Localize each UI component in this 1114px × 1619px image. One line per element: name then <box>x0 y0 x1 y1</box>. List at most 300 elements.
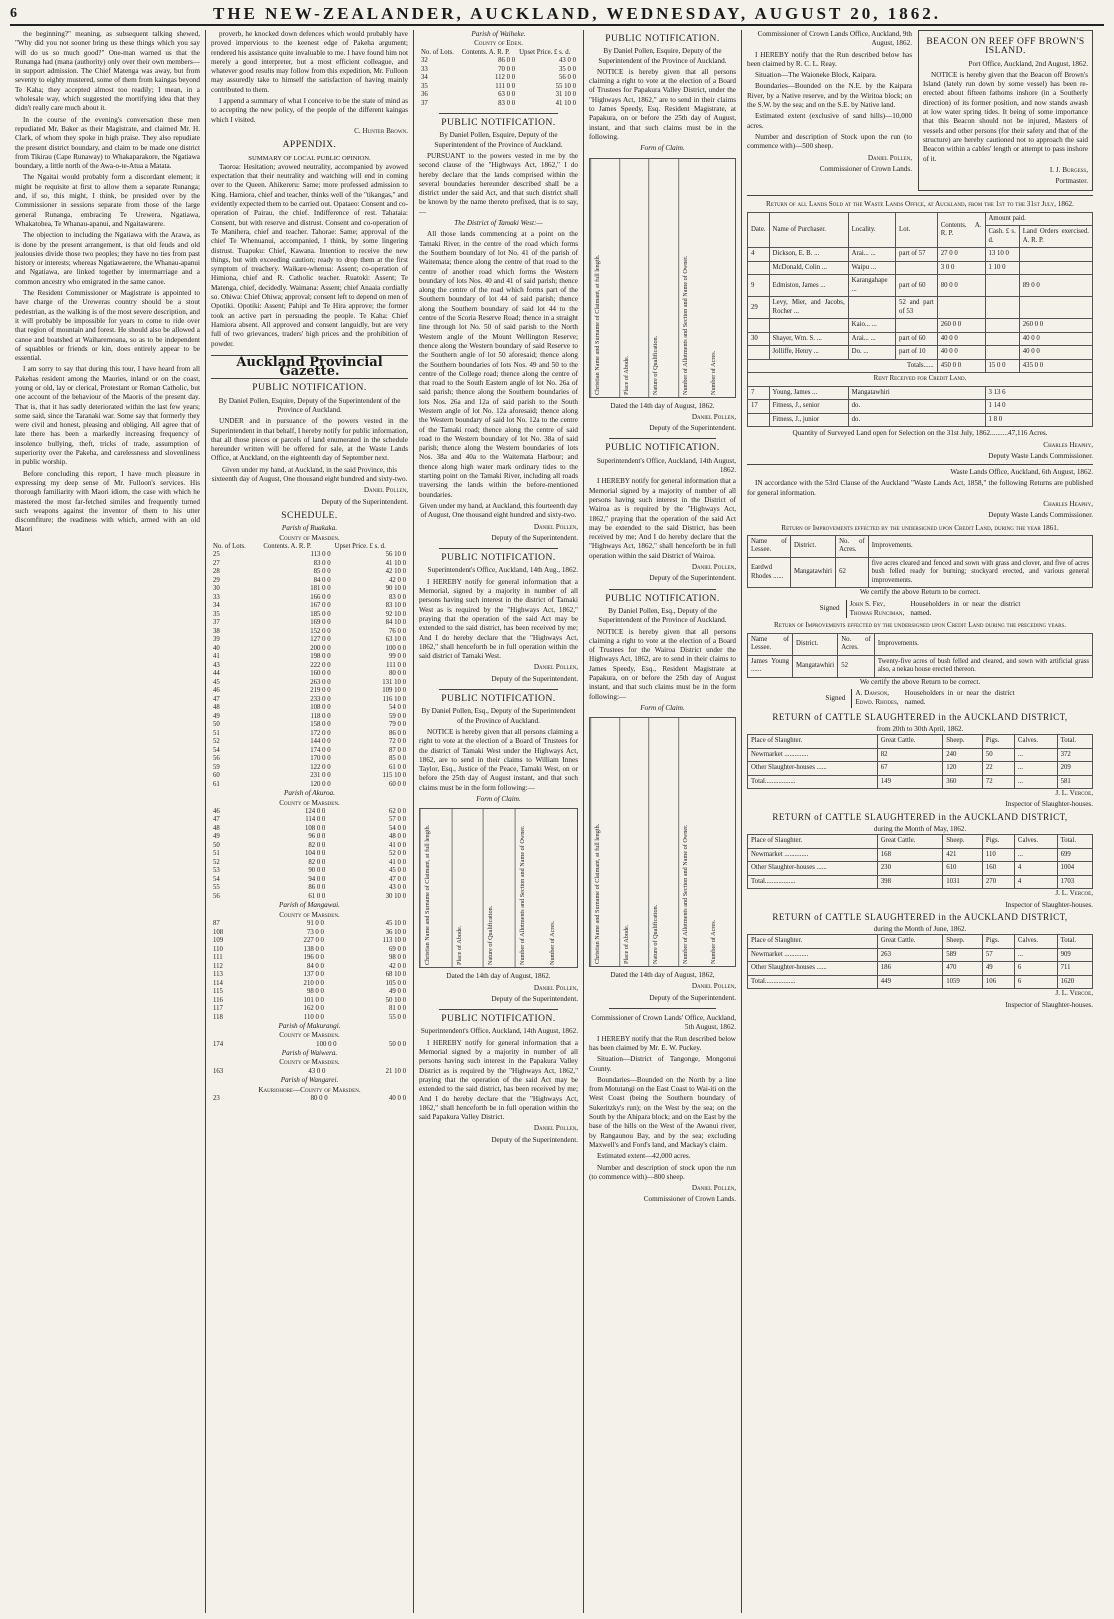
table-cell: 398 <box>877 875 942 889</box>
table-cell: part of 60 <box>896 275 938 297</box>
table-cell: 57 0 0 <box>389 816 406 824</box>
lot-row <box>211 568 408 577</box>
certify-line: We certify the above Return to be correct. <box>859 677 981 686</box>
table-cell: 115 10 0 <box>382 772 406 780</box>
table-cell: 233 0 0 <box>310 695 331 703</box>
signature-title: Deputy of the Superintendent. <box>321 497 408 506</box>
table-cell: 174 <box>213 1040 224 1048</box>
table-cell: ... <box>1014 762 1057 776</box>
table-cell: 174 0 0 <box>310 746 331 754</box>
lot-row <box>211 971 408 980</box>
lot-row <box>211 781 408 790</box>
table-cell: 131 10 0 <box>382 678 406 686</box>
lot-row <box>419 100 578 109</box>
table-cell <box>748 346 770 360</box>
signature: Daniel Pollen, <box>533 522 578 531</box>
lot-row <box>211 585 408 594</box>
table-cell: 85 0 0 <box>313 568 331 576</box>
table-cell: 152 0 0 <box>310 627 331 635</box>
table-cell: 196 0 0 <box>303 954 324 962</box>
table-cell: 34 <box>213 602 220 610</box>
lot-row <box>211 884 408 893</box>
table-cell: 260 0 0 <box>1019 319 1092 333</box>
table-cell: 122 0 0 <box>310 763 331 771</box>
claim-form <box>589 717 736 967</box>
table-cell: 46 <box>213 687 220 695</box>
signatories <box>747 689 1093 708</box>
table-cell: 50 0 0 <box>389 1040 406 1048</box>
table-total-row <box>748 975 1093 989</box>
table-cell: do. <box>848 413 985 427</box>
table-cell: 172 0 0 <box>310 729 331 737</box>
table-total-row <box>748 775 1093 789</box>
table-cell: 82 0 0 <box>308 841 326 849</box>
table-cell: Jolliffe, Henry ... <box>769 346 848 360</box>
appendix-subheading: SUMMARY OF LOCAL PUBLIC OPINION. <box>248 154 371 162</box>
signatory-role: Householders in or near the district named. <box>904 688 1015 707</box>
table-cell: 92 10 0 <box>385 610 406 618</box>
lot-row <box>211 1068 408 1077</box>
table-cell: 63 0 0 <box>498 91 516 99</box>
lot-row <box>211 619 408 628</box>
article-paragraph: The Resident Commissioner or Magistrate is appointed to have charge of the Ureweras country should be a stout pedestrian, as the walking is of the most severe description, and it will probably be impossible for years to come to ride over that region of mountain and forest. He should also be allowed a canoe and boatshed at Waiharemoana, so as to be independent of squabbles or friends or kin, does entirely appear to be essential. <box>15 289 200 363</box>
notice-body: I HEREBY notify for general information that a Memorial signed by a majority in number of all persons having such interest in the Papakura Valley District as is required by the "Highways Act, 1862," praying that the operation of the said Act may be extended to the said district, has been received by me; And I do hereby declare that the "Highways Act, 1862," shall henceforth be in full operation within the said Papakura Valley District. <box>419 1038 578 1122</box>
table-header-cell: Name of Purchaser. <box>769 212 848 248</box>
table-cell: 110 <box>982 848 1014 862</box>
return-heading: Return of all Lands Sold at the Waste Lands Office, at Auckland, from the 1st to the 31st July, 1862. <box>766 200 1074 209</box>
notice-byline: By Daniel Pollen, Esquire, Deputy of the Superintendent of the Province of Auckland. <box>218 396 401 414</box>
notice-body: NOTICE is hereby given that all persons claiming a right to vote at the election of a Board of Trustees for the Wairoa District under the Highways Act, 1862, are to send in their claims to James Speedy, Esq., Resident Magistrate at Papakura, on or before the 25th day of August instant, and that such claims must be in the form following:— <box>589 627 736 701</box>
table-cell: 581 <box>1057 775 1092 789</box>
return-heading: Return of Improvements effected by the undersigned upon Credit Land during the preceding years. <box>773 621 1067 630</box>
cattle-row <box>748 748 1093 762</box>
table-cell: 98 0 0 <box>306 988 324 996</box>
cattle-row <box>748 948 1093 962</box>
signature: Charles Heaphy, <box>1043 500 1093 509</box>
table-cell: 41 <box>213 653 220 661</box>
cattle-table <box>747 834 1093 889</box>
table-cell: 1004 <box>1057 862 1092 876</box>
table-cell: 47 <box>213 695 220 703</box>
table-cell: 39 <box>213 636 220 644</box>
table-cell: 109 10 0 <box>382 687 406 695</box>
table-cell: Dickson, E. B. ... <box>769 248 848 262</box>
table-cell: 113 0 0 <box>310 551 331 559</box>
table-cell: 90 10 0 <box>385 585 406 593</box>
table-cell: 105 0 0 <box>385 979 406 987</box>
table-cell <box>748 319 770 333</box>
table-cell: 81 0 0 <box>389 1005 406 1013</box>
table-cell: 48 0 0 <box>389 833 406 841</box>
table-cell <box>1019 297 1092 319</box>
cattle-row <box>748 762 1093 776</box>
table-cell: 610 <box>943 862 983 876</box>
table-cell: 68 10 0 <box>385 971 406 979</box>
table-cell: 49 <box>213 833 220 841</box>
lot-row <box>211 551 408 560</box>
table-header-cell: Amount paid. <box>985 212 1093 226</box>
table-cell: 144 0 0 <box>310 738 331 746</box>
lot-row <box>211 850 408 859</box>
table-cell: 37 <box>421 99 428 107</box>
lot-row <box>211 1095 408 1104</box>
table-cell: 1 10 0 <box>985 261 1019 275</box>
table-header-cell: Total. <box>1057 835 1092 849</box>
column-4 <box>584 30 742 1613</box>
lot-row <box>211 755 408 764</box>
article-paragraph: I am sorry to say that during this tour, I have heard from all Pakehas resident among the Maories, inland or on the coast, young or old, lay or clerical, Protestant or Roman Catholic, but one account of the behaviour of the Maoris of the present day. That is, that it has sadly deteriorated within the last few years; some said, since the Taranaki war. Some say that formerly they were civil and honest, pleasing and obliging. All agree that of late there has been a markedly increasing frequency of insolence bullying, theft, tricks of trade, assumption of superiority over the Pakeha, and carelessness and slovenliness in public worship. <box>15 365 200 467</box>
table-cell: 43 0 0 <box>559 57 576 65</box>
table-cell: 45 10 0 <box>385 920 406 928</box>
notice-body: I HEREBY notify that the Run described below has been claimed by R. C. L. Reay. <box>747 50 912 68</box>
table-cell: 138 0 0 <box>303 945 324 953</box>
table-cell: 435 0 0 <box>1019 359 1092 373</box>
column-3 <box>414 30 584 1613</box>
table-cell: 101 0 0 <box>303 996 324 1004</box>
table-cell: Fitness, J., senior <box>769 400 848 414</box>
county-heading: County of Marsden. <box>279 1058 340 1067</box>
table-cell: 198 0 0 <box>310 653 331 661</box>
form-heading: Form of Claim. <box>640 703 685 712</box>
county-heading: County of Marsden. <box>279 798 340 807</box>
table-cell: 83 0 0 <box>389 593 406 601</box>
table-cell: 162 0 0 <box>303 1005 324 1013</box>
table-cell: 35 <box>213 610 220 618</box>
lot-row <box>211 808 408 817</box>
signature-title: Portmaster. <box>1055 177 1088 186</box>
table-cell: 43 0 0 <box>389 884 406 892</box>
table-cell: 83 0 0 <box>498 99 516 107</box>
cattle-row <box>748 862 1093 876</box>
table-cell: 711 <box>1057 962 1092 976</box>
form-column: Number of Acres. <box>549 921 557 966</box>
table-row <box>748 655 1093 677</box>
signatory-names <box>846 600 905 619</box>
table-cell: Newmarket .............. <box>748 848 878 862</box>
form-column: Number of Allotments and Section and Name of Owner. <box>678 159 707 397</box>
notice-dated: Dated the 14th day of August, 1862. <box>610 401 715 410</box>
table-cell: 1059 <box>943 975 983 989</box>
lot-row <box>211 628 408 637</box>
table-header-cell: Name of Lessee. <box>748 633 793 655</box>
table-cell: 51 <box>213 850 220 858</box>
table-cell: 82 0 0 <box>308 858 326 866</box>
parish-heading: Parish of Ruakaka. <box>281 524 338 533</box>
table-cell: Total.................. <box>748 775 878 789</box>
table-cell: 98 0 0 <box>389 954 406 962</box>
table-cell: 32 <box>421 57 428 65</box>
district-name: The District of Tamaki West:— <box>454 219 543 228</box>
table-cell: 3 0 0 <box>937 261 985 275</box>
table-cell: 113 10 0 <box>382 937 406 945</box>
notice-body: NOTICE is hereby given that all persons claiming a right to vote at the election of a Board of Trustees for Papakura Valley District, under the "Highways Act, 1862," are to send in their claims to James Speedy, Esq. Resident Magistrate, at Papakura, on or before the 25th day of August, instant, and that such claims must be in the following. <box>589 67 736 141</box>
table-cell: 4 <box>748 248 770 262</box>
signature-title: Inspector of Slaughter-houses. <box>1005 800 1093 809</box>
gazette-heading: Auckland Provincial Gazette. <box>211 355 408 380</box>
table-cell: 163 <box>213 1067 224 1075</box>
table-cell: 33 <box>213 593 220 601</box>
lot-row <box>211 920 408 929</box>
signed-label: Signed <box>819 604 840 613</box>
table-cell: 450 0 0 <box>937 359 985 373</box>
table-cell: 1 14 0 <box>985 400 1093 414</box>
credit-land-heading: Rent Received for Credit Land. <box>748 373 1093 387</box>
signature-title: Deputy of the Superintendent. <box>649 574 736 583</box>
table-cell: 54 0 0 <box>389 824 406 832</box>
notice-body: NOTICE is hereby given that all persons claiming a right to vote at the election of a Board of Trustees for the district of Tamaki West under the Highways Act, 1862, are to send in their claims to William Innes Taylor, Esq., Justice of the Peace, Tamaki West, on or before the 25th day of August instant, and that such claims must be in the form following:— <box>419 727 578 792</box>
table-cell: 34 <box>421 74 428 82</box>
signatories <box>747 600 1093 619</box>
table-cell: Waipu ... <box>848 261 895 275</box>
lot-row <box>211 988 408 997</box>
lots-table <box>211 1041 408 1050</box>
signature: J. L. Vercoe, <box>1055 989 1093 998</box>
lot-row <box>211 893 408 902</box>
table-cell: 112 <box>213 962 223 970</box>
parish-heading: Parish of Wangarei. <box>280 1076 339 1085</box>
table-cell: 100 0 0 <box>385 644 406 652</box>
table-cell: Edmiston, James ... <box>769 275 848 297</box>
table-cell: 96 0 0 <box>308 833 326 841</box>
notice-heading: PUBLIC NOTIFICATION. <box>252 383 367 394</box>
table-cell: 35 <box>421 82 428 90</box>
table-cell: 99 0 0 <box>389 653 406 661</box>
table-header-cell: Land Orders exercised. A. R. P. <box>1019 226 1092 248</box>
article-paragraph: In the course of the evening's conversation these men repudiated Mr. Baker as their Magistrate, and claimed Mr. H. Clark, of whom they spoke in high praise. They also repudiate the present district boundary, and claim to be made one district from Tikirau (Cape Runaway) to Whakaparakore, the Ngatiawa boundary, a little north of the Awa-o-te-Atua a Matata. <box>15 115 200 171</box>
notice-body: I HEREBY notify that the Run described below has been claimed by Mr. E. W. Puckey. <box>589 1034 736 1052</box>
lot-row <box>419 91 578 100</box>
table-cell: 41 10 0 <box>385 559 406 567</box>
table-cell: 69 0 0 <box>389 945 406 953</box>
signature-title: Deputy of the Superintendent. <box>649 424 736 433</box>
notice-dated: Dated the 14th day of August, 1862. <box>446 972 551 981</box>
table-cell: 470 <box>943 962 983 976</box>
table-cell: 55 10 0 <box>555 82 576 90</box>
notice-place: Superintendent's Office, Auckland, 14th Aug., 1862. <box>427 566 578 575</box>
table-cell: 185 0 0 <box>310 610 331 618</box>
table-cell <box>937 297 985 319</box>
table-cell: Young, James ... <box>769 386 848 400</box>
lots-header-cell: No. of Lots. <box>213 542 246 550</box>
return-heading: RETURN of CATTLE SLAUGHTERED in the AUCKLAND DISTRICT, <box>772 911 1068 922</box>
table-cell: 160 <box>982 862 1014 876</box>
lot-row <box>211 772 408 781</box>
table-cell: part of 57 <box>896 248 938 262</box>
form-column: Number of Allotments and Section and Name of Owner. <box>678 718 707 966</box>
table-cell: 1 8 0 <box>985 413 1093 427</box>
parish-heading: Parish of Akuroa. <box>284 789 335 798</box>
schedule-heading: SCHEDULE. <box>281 510 338 521</box>
lot-row <box>211 963 408 972</box>
table-cell: 909 <box>1057 948 1092 962</box>
table-header-cell: District. <box>793 633 838 655</box>
table-cell: 41 10 0 <box>555 99 576 107</box>
table-cell: ... <box>1014 848 1057 862</box>
table-cell: 124 0 0 <box>304 807 326 815</box>
table-cell: 108 <box>213 928 224 936</box>
table-cell: 29 <box>748 297 770 319</box>
table-cell: 21 10 0 <box>385 1067 406 1075</box>
signature-title: Inspector of Slaughter-houses. <box>1005 900 1093 909</box>
column-2 <box>206 30 414 1613</box>
table-cell: 100 0 0 <box>316 1040 337 1048</box>
table-cell: do. <box>848 400 985 414</box>
table-cell <box>1019 261 1092 275</box>
lot-row <box>211 679 408 688</box>
lot-row <box>211 696 408 705</box>
lot-row <box>211 662 408 671</box>
lot-row <box>419 66 578 75</box>
table-cell: Kaio... ... <box>848 319 895 333</box>
table-cell: 360 <box>943 775 983 789</box>
run-situation: Situation—The Waioneke Block, Kaipara. <box>755 71 877 80</box>
notice-byline: By Daniel Pollen, Esq., Deputy of the Superintendent of the Province of Auckland. <box>598 606 727 625</box>
improvements-table <box>747 633 1093 678</box>
notice-body: UNDER and in pursuance of the powers vested in the Superintendent in that behalf, I hereby notify for public information, that all those pieces or parcels of land enumerated in the schedule hereunder written will be offered for sale, at the Waste Lands Office, at Auckland, on the eighteenth day of September next. <box>211 417 409 463</box>
credit-row <box>748 413 1093 427</box>
table-cell: Arai... ... <box>848 248 895 262</box>
notice-place: Waste Lands Office, Auckland, 6th August, 1862. <box>950 468 1093 477</box>
table-cell: 57 <box>982 948 1014 962</box>
table-header-cell: Locality. <box>848 212 895 248</box>
table-cell <box>896 319 938 333</box>
signatory-names <box>851 689 898 708</box>
notice-place: Commissioner of Crown Lands' Office, Auckland, 5th August, 1862. <box>591 1014 736 1032</box>
lots-table <box>211 920 408 1022</box>
table-row <box>748 557 1093 588</box>
notice-place: Port Office, Auckland, 2nd August, 1862. <box>968 59 1088 68</box>
table-cell: 40 0 0 <box>1019 346 1092 360</box>
lot-row <box>211 867 408 876</box>
table-cell: 29 <box>213 576 220 584</box>
table-cell: 80 0 0 <box>389 670 406 678</box>
table-cell: 114 <box>213 979 223 987</box>
table-cell: five acres cleared and fenced and sown with grass and clover, and five of acres bush felled ready for burning; stockyard erected, and various general improvements. <box>868 557 1092 588</box>
table-cell: 260 0 0 <box>937 319 985 333</box>
lot-row <box>211 1014 408 1023</box>
form-heading: Form of Claim. <box>476 794 521 803</box>
page-number: 6 <box>10 6 17 21</box>
table-cell: 42 10 0 <box>385 568 406 576</box>
table-cell: Mangatawhiri <box>790 557 835 588</box>
table-cell: 168 <box>877 848 942 862</box>
table-header-cell: Place of Slaughter. <box>748 935 878 949</box>
form-column: Nature of Qualification. <box>483 809 515 967</box>
cattle-row <box>748 962 1093 976</box>
table-header-cell: Name of Lessee. <box>748 535 791 557</box>
lots-table <box>211 543 408 790</box>
table-cell <box>985 319 1019 333</box>
table-cell <box>769 319 848 333</box>
return-heading: Return of Improvements effected by the undersigned upon Credit Land, during the year 1861. <box>781 523 1059 532</box>
lot-row <box>211 653 408 662</box>
table-cell: ... <box>1014 775 1057 789</box>
lot-row <box>211 687 408 696</box>
table-cell: 79 0 0 <box>389 721 406 729</box>
lot-row <box>211 1041 408 1050</box>
lot-row <box>419 57 578 66</box>
table-cell <box>985 275 1019 297</box>
notice-place: Superintendent's Office, Auckland, 14th August, 1862. <box>596 456 736 475</box>
table-cell: 76 0 0 <box>389 627 406 635</box>
parish-heading: Parish of Waiheke. <box>471 30 526 38</box>
table-cell: 37 <box>213 619 220 627</box>
credit-row <box>748 386 1093 400</box>
table-cell: 40 0 0 <box>937 346 985 360</box>
table-cell: 108 0 0 <box>310 704 331 712</box>
appendix-heading: APPENDIX. <box>282 140 337 151</box>
table-cell: 137 0 0 <box>303 971 324 979</box>
notice-heading: BEACON ON REEF OFF BROWN'S ISLAND. <box>926 37 1085 57</box>
table-cell: 56 10 0 <box>385 551 406 559</box>
improvements-table <box>747 535 1093 589</box>
table-cell: 80 0 0 <box>937 275 985 297</box>
lots-header-cell: Upset Price. £ s. d. <box>519 48 571 56</box>
table-cell: Total.................. <box>748 975 878 989</box>
table-cell: 3 13 6 <box>985 386 1093 400</box>
table-cell: Eardwd Rhodes ...... <box>748 557 791 588</box>
table-header-cell: Great Cattle. <box>877 835 942 849</box>
table-cell <box>748 261 770 275</box>
signature-title: Deputy of the Superintendent. <box>491 1135 578 1144</box>
table-cell: 116 10 0 <box>382 695 406 703</box>
notice-place: Commissioner of Crown Lands Office, Auckland, 9th August, 1862. <box>757 30 912 48</box>
table-cell: 263 0 0 <box>310 678 331 686</box>
signature: J. L. Vercoe, <box>1055 889 1093 898</box>
table-cell: 56 0 0 <box>559 74 576 82</box>
table-cell: 6 <box>1014 975 1057 989</box>
article-paragraph: The objection to including the Ngatiawa with the Arawa, as is done by the present arrangement, is that old feuds and old jealousies divide those two peoples; they have no ties from past history or interests; whereas Ngatiawaerere, the Whanau-apanui and Ngatiawa, are linked together by intermarriage and a common ancestry who emigrated in the same canoe. <box>15 231 200 286</box>
table-cell: 230 <box>877 862 942 876</box>
table-cell: 170 0 0 <box>310 755 331 763</box>
table-cell: 55 <box>213 884 220 892</box>
table-cell: 160 0 0 <box>310 670 331 678</box>
table-cell: 70 0 0 <box>498 65 516 73</box>
table-cell: 186 <box>877 962 942 976</box>
table-cell: 28 <box>213 568 220 576</box>
table-header-cell: Calves. <box>1014 735 1057 749</box>
table-cell: 40 0 0 <box>389 1094 406 1102</box>
signature: Daniel Pollen, <box>691 1184 736 1193</box>
signature: Charles Heaphy, <box>1043 440 1093 449</box>
table-header-cell: Sheep. <box>943 935 983 949</box>
lot-row <box>211 842 408 851</box>
table-cell: 72 <box>982 775 1014 789</box>
table-cell: 263 <box>877 948 942 962</box>
table-cell: Other Slaughter-houses ...... <box>748 762 878 776</box>
return-heading: RETURN of CATTLE SLAUGHTERED in the AUCKLAND DISTRICT, <box>772 811 1068 822</box>
table-header-cell: Improvements. <box>874 633 1092 655</box>
table-cell: Total.................. <box>748 875 878 889</box>
table-cell: James Young ...... <box>748 655 793 677</box>
signature-title: Deputy of the Superintendent. <box>491 674 578 683</box>
form-column: Number of Allotments and Section and Name of Owner. <box>515 809 547 967</box>
notice-heading: PUBLIC NOTIFICATION. <box>441 553 556 564</box>
table-cell: 158 0 0 <box>310 721 331 729</box>
run-extent: Estimated extent—42,000 acres. <box>597 1152 691 1161</box>
sale-row <box>748 332 1093 346</box>
table-cell: 120 0 0 <box>310 780 331 788</box>
table-cell: 55 0 0 <box>389 1013 406 1021</box>
table-cell: 56 <box>213 755 220 763</box>
table-cell: 62 <box>836 557 869 588</box>
run-notice <box>747 30 912 191</box>
county-heading: County of Marsden. <box>279 910 340 919</box>
table-cell: 52 <box>838 655 875 677</box>
sale-row <box>748 248 1093 262</box>
lots-table <box>211 1068 408 1077</box>
table-cell: 270 <box>982 875 1014 889</box>
